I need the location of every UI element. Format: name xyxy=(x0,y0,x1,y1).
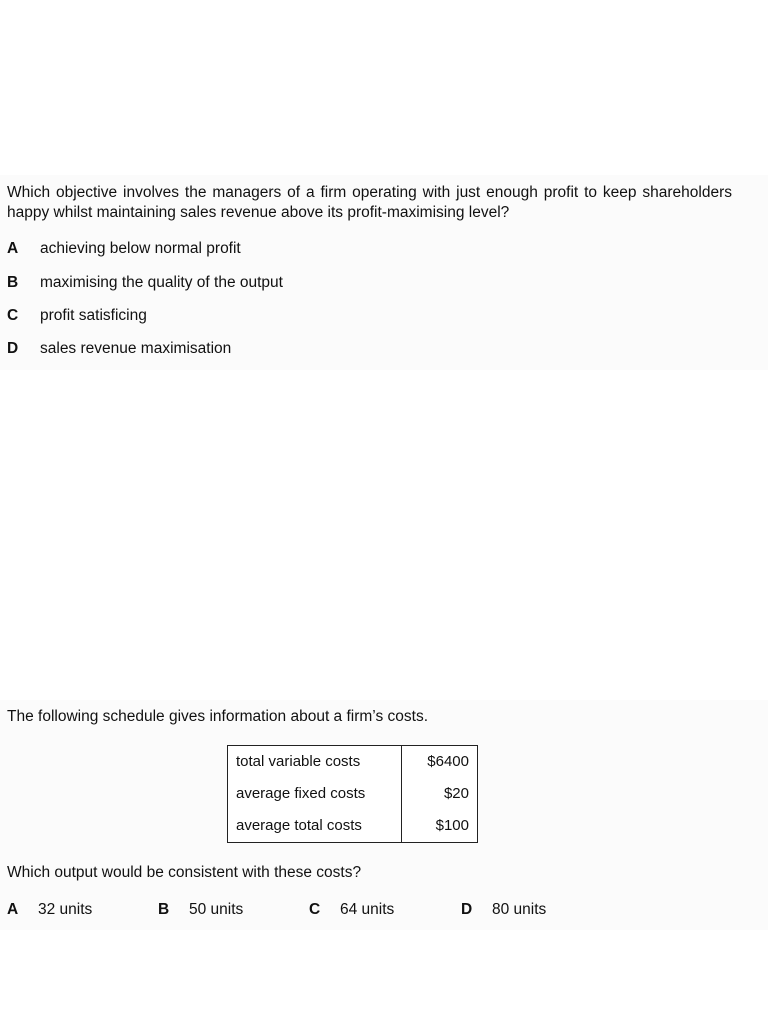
option-letter: A xyxy=(7,240,19,257)
cost-schedule-table xyxy=(227,745,478,843)
option-letter: A xyxy=(7,901,19,918)
option-text: sales revenue maximisation xyxy=(40,340,232,357)
table-row xyxy=(228,810,478,843)
option-letter: B xyxy=(7,274,19,291)
row-value: $6400 xyxy=(402,746,478,779)
question-2-option-d xyxy=(461,900,546,920)
question-2-intro: The following schedule gives information about a firm’s costs. xyxy=(7,708,429,725)
question-2 xyxy=(0,700,768,930)
option-text: 32 units xyxy=(38,901,93,918)
question-2-option-b xyxy=(158,900,243,920)
table-row xyxy=(228,746,478,779)
option-letter: C xyxy=(309,901,321,918)
row-label: average fixed costs xyxy=(228,778,402,810)
question-1-stem: Which objective involves the managers of a firm operating with just enough profit to keep shareholders happy whilst maintaining sales revenue above its profit-maximising level? xyxy=(7,184,732,221)
question-2-option-c xyxy=(309,900,394,920)
option-text: maximising the quality of the output xyxy=(40,274,283,291)
option-letter: B xyxy=(158,901,170,918)
option-letter: D xyxy=(7,340,19,357)
row-label: total variable costs xyxy=(228,746,402,779)
option-letter: C xyxy=(7,307,19,324)
option-text: 64 units xyxy=(340,901,395,918)
row-label: average total costs xyxy=(228,810,402,843)
option-text: profit satisficing xyxy=(40,307,147,324)
option-text: achieving below normal profit xyxy=(40,240,241,257)
option-text: 50 units xyxy=(189,901,244,918)
question-2-option-a xyxy=(7,900,92,920)
option-letter: D xyxy=(461,901,473,918)
question-2-stem: Which output would be consistent with these costs? xyxy=(7,864,362,881)
question-1 xyxy=(0,175,768,370)
table-row xyxy=(228,778,478,810)
row-value: $20 xyxy=(402,778,478,810)
option-text: 80 units xyxy=(492,901,547,918)
row-value: $100 xyxy=(402,810,478,843)
